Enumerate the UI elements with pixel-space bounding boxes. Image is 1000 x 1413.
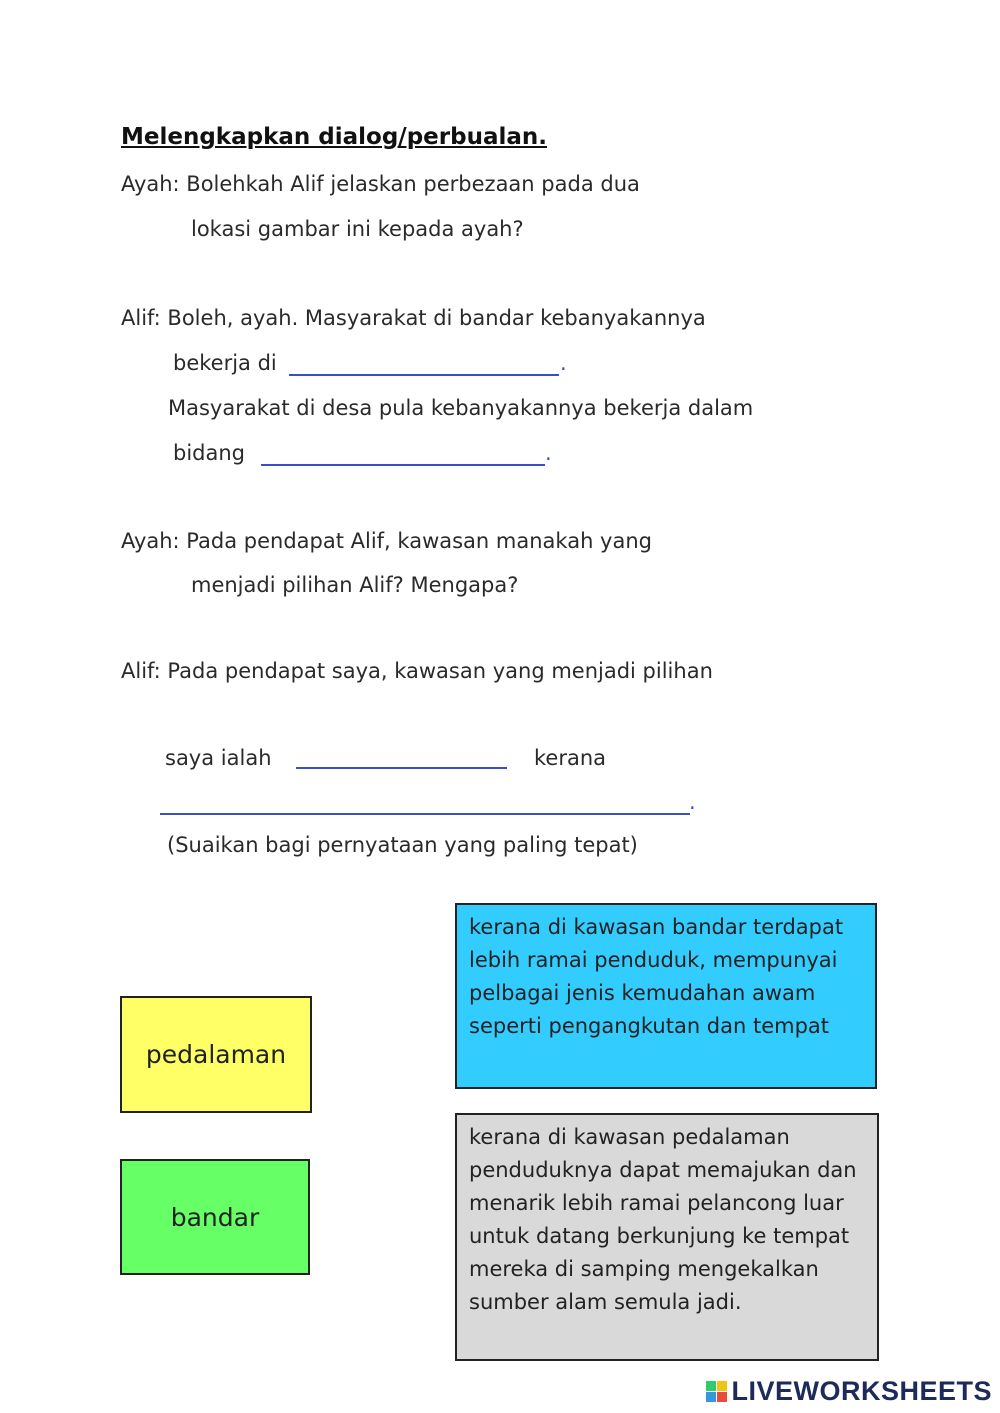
- dialog-line-8: menjadi pilihan Alif? Mengapa?: [191, 573, 519, 597]
- dialog-line-3: Alif: Boleh, ayah. Masyarakat di bandar kebanyakannya: [121, 306, 706, 330]
- reason-card-bandar[interactable]: [455, 903, 877, 1089]
- answer-blank-4[interactable]: [160, 813, 690, 815]
- option-label-bandar: bandar: [170, 1202, 260, 1232]
- dialog-line-10b: kerana: [534, 746, 607, 770]
- blank-period-1: .: [560, 351, 567, 375]
- option-card-bandar[interactable]: [120, 1159, 310, 1275]
- worksheet-title: Melengkapkan dialog/perbualan.: [121, 124, 547, 150]
- dialog-line-9: Alif: Pada pendapat saya, kawasan yang menjadi pilihan: [121, 659, 713, 683]
- option-card-pedalaman[interactable]: [120, 996, 312, 1113]
- reason-text-pedalaman: kerana di kawasan pedalaman penduduknya dapat memajukan dan menarik lebih ramai pelancong luar untuk datang berkunjung ke tempat mereka di samping mengekalkan sumber alam semula jadi.: [469, 1125, 857, 1314]
- reason-card-pedalaman[interactable]: [455, 1113, 879, 1361]
- answer-blank-2[interactable]: [261, 464, 545, 466]
- blank-period-4: .: [689, 790, 696, 814]
- liveworksheets-logo-icon: [706, 1381, 727, 1402]
- answer-blank-1[interactable]: [289, 374, 559, 376]
- dialog-line-1: Ayah: Bolehkah Alif jelaskan perbezaan pada dua: [121, 172, 640, 196]
- dialog-line-10: saya ialah: [165, 746, 272, 770]
- dialog-line-7: Ayah: Pada pendapat Alif, kawasan manakah yang: [121, 529, 652, 553]
- liveworksheets-brand[interactable]: [706, 1376, 992, 1407]
- dialog-line-4: bekerja di: [173, 351, 277, 375]
- option-label-pedalaman: pedalaman: [145, 1040, 287, 1069]
- answer-blank-3[interactable]: [296, 767, 507, 769]
- reason-text-bandar: kerana di kawasan bandar terdapat lebih ramai penduduk, mempunyai pelbagai jenis kemudahan awam seperti pengangkutan dan tempat: [469, 915, 844, 1038]
- blank-period-2: .: [545, 441, 552, 465]
- dialog-line-2: lokasi gambar ini kepada ayah?: [191, 217, 524, 241]
- brand-text: LIVEWORKSHEETS: [731, 1376, 992, 1406]
- dialog-line-6: bidang: [173, 441, 246, 465]
- dialog-line-5: Masyarakat di desa pula kebanyakannya bekerja dalam: [168, 396, 754, 420]
- instruction-text: (Suaikan bagi pernyataan yang paling tepat): [167, 833, 638, 857]
